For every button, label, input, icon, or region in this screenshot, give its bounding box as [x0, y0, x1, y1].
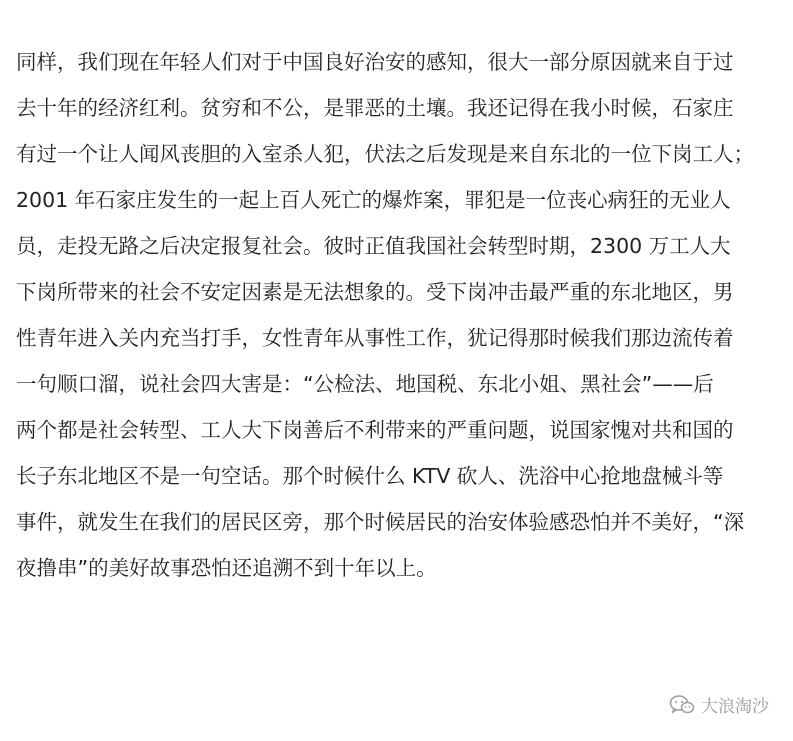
- article-line-4: 2001 年石家庄发生的一起上百人死亡的爆炸案，罪犯是一位丧心病狂的无业人: [16, 188, 731, 212]
- article-line-3: 有过一个让人闻风丧胆的入室杀人犯，伏法之后发现是来自东北的一位下岗工人；: [16, 142, 754, 166]
- article-line-5: 员，走投无路之后决定报复社会。彼时正值我国社会转型时期，2300 万工人大: [16, 234, 731, 258]
- article-line-11: 事件，就发生在我们的居民区旁，那个时候居民的治安体验感恐怕并不美好，“深: [16, 510, 745, 534]
- article-line-10: 长子东北地区不是一句空话。那个时候什么 KTV 砍人、洗浴中心抢地盘械斗等: [16, 464, 724, 488]
- watermark-text: 大浪淘沙: [701, 697, 769, 717]
- article-body: [16, 39, 786, 591]
- article-line-1: 同样，我们现在年轻人们对于中国良好治安的感知，很大一部分原因就来自于过: [16, 50, 734, 74]
- watermark: [669, 692, 769, 717]
- article-line-2: 去十年的经济红利。贫穷和不公，是罪恶的土壤。我还记得在我小时候，石家庄: [16, 96, 734, 120]
- article-line-7: 性青年进入关内充当打手，女性青年从事性工作，犹记得那时候我们那边流传着: [16, 326, 734, 350]
- wechat-icon: [669, 694, 695, 716]
- article-line-9: 两个都是社会转型、工人大下岗善后不利带来的严重问题，说国家愧对共和国的: [16, 418, 734, 442]
- article-line-12: 夜撸串”的美好故事恐怕还追溯不到十年以上。: [16, 556, 437, 580]
- article-line-8: 一句顺口溜，说社会四大害是：“公检法、地国税、东北小姐、黑社会”——后: [16, 372, 714, 396]
- article-line-6: 下岗所带来的社会不安定因素是无法想象的。受下岗冲击最严重的东北地区，男: [16, 280, 734, 304]
